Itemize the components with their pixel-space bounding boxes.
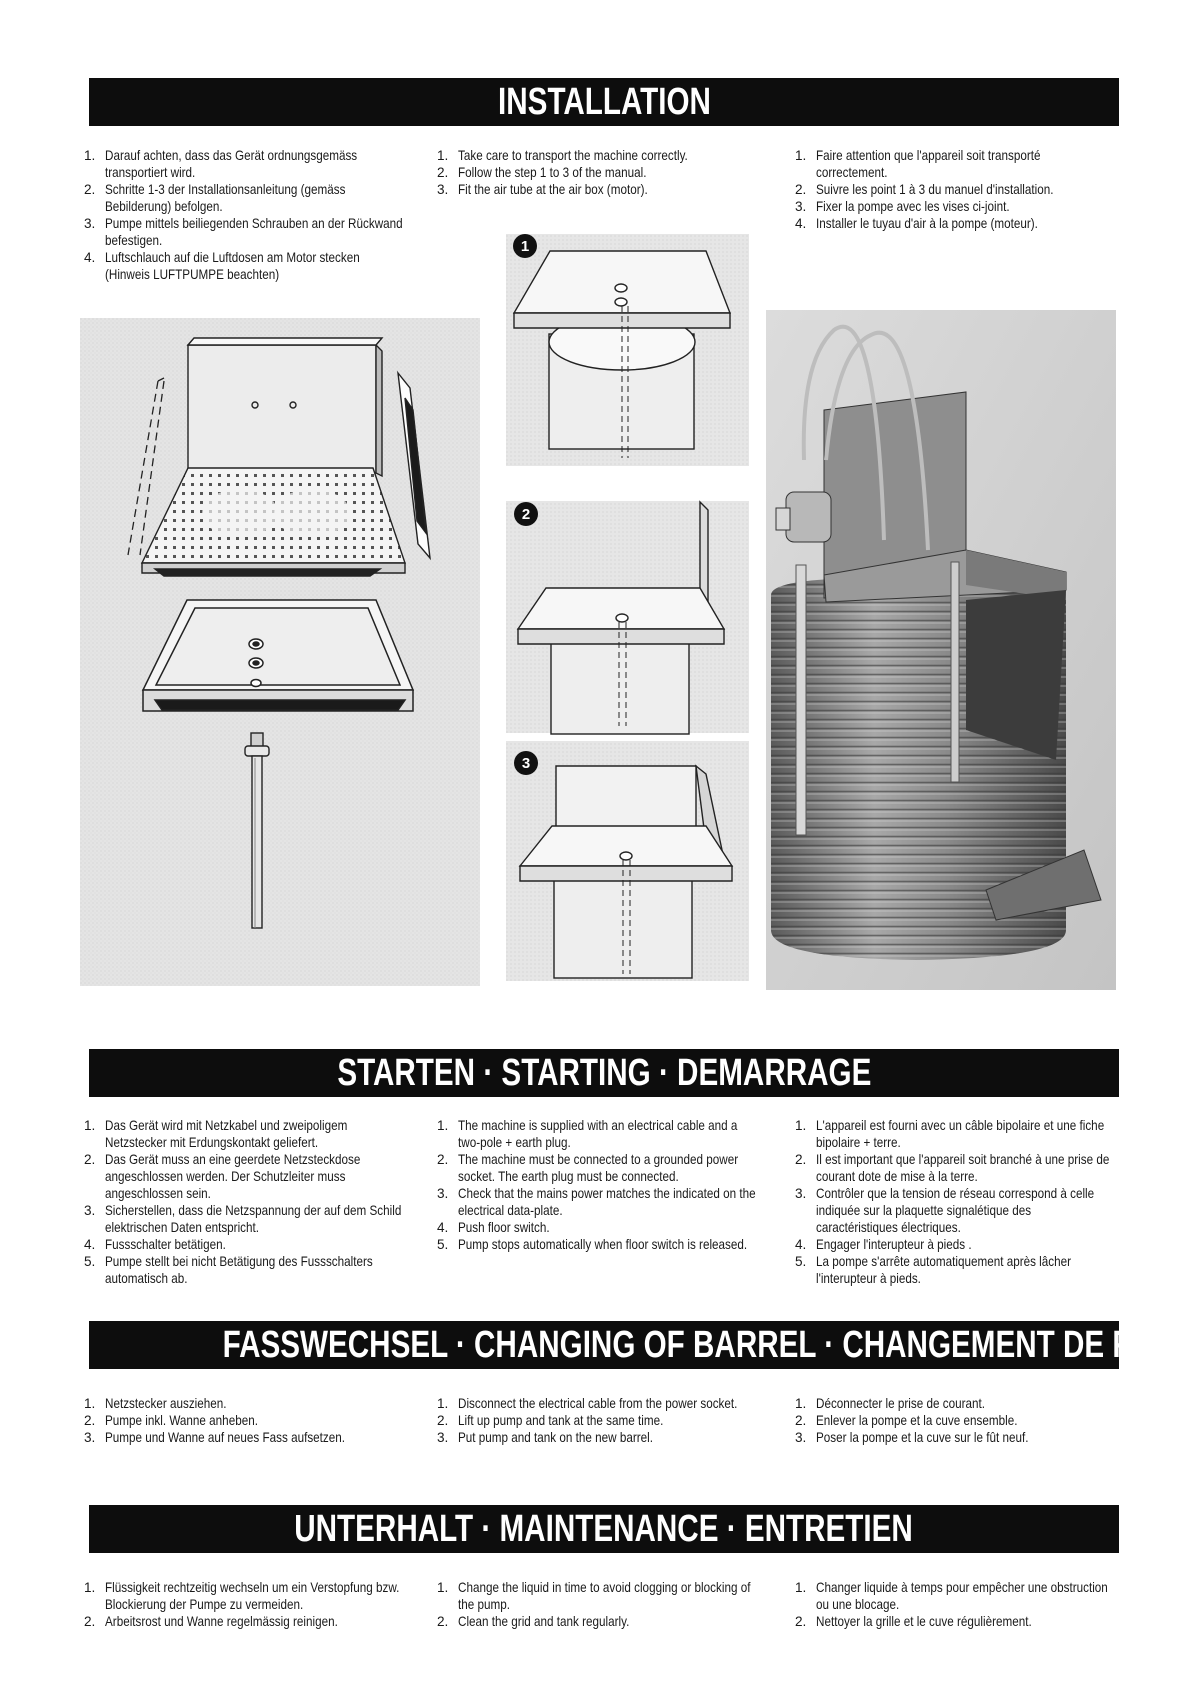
list-item: 2. Clean the grid and tank regularly. [437, 1614, 630, 1629]
list-item: 4. Push floor switch. [437, 1220, 550, 1235]
list-item: 2. Schritte 1-3 der Installationsanleitung (gemäss Bebilderung) befolgen. [84, 182, 346, 214]
maintenance-en-column [437, 1579, 757, 1630]
starting-fr-column [795, 1117, 1115, 1287]
starting-de-column [84, 1117, 404, 1287]
svg-text:1: 1 [520, 238, 530, 255]
maintenance-title: UNTERHALT · MAINTENANCE · ENTRETIEN [294, 1508, 914, 1550]
suction-pipe-right [951, 562, 959, 782]
list-item: 5. Pumpe stellt bei nicht Betätigung des Fussschalters automatisch ab. [84, 1254, 373, 1286]
section-header-starting [89, 1049, 1119, 1097]
list-item: 4. Fussschalter betätigen. [84, 1237, 226, 1252]
barrel-pump-photo [766, 310, 1116, 990]
list-item: 2. Enlever la pompe et la cuve ensemble. [795, 1413, 1018, 1428]
step-3-diagram [506, 741, 749, 981]
drip-tank [143, 600, 413, 711]
list-item: 1. Déconnecter le prise de courant. [795, 1396, 985, 1411]
list-item: 2. Il est important que l'appareil soit branché à une prise de courant dote de mise à la terre. [795, 1152, 1110, 1184]
list-item: 2. The machine must be connected to a grounded power socket. The earth plug must be connected. [437, 1152, 739, 1184]
list-item: 1. Flüssigkeit rechtzeitig wechseln um ein Verstopfung bzw. Blockierung der Pumpe zu vermeiden. [84, 1580, 400, 1612]
barrel-title: FASSWECHSEL · CHANGING OF BARREL · CHANGEMENT DE FUT [222, 1324, 1171, 1366]
step-3-badge [514, 751, 538, 775]
grid-grate [142, 468, 405, 576]
list-item: 3. Sicherstellen, dass die Netzspannung der auf dem Schild elektrischen Daten entspricht. [84, 1203, 402, 1235]
list-item: 3. Check that the mains power matches the indicated on the electrical data-plate. [437, 1186, 756, 1218]
list-item: 1. Netzstecker ausziehen. [84, 1396, 227, 1411]
list-item: 1. Faire attention que l'appareil soit transporté correctement. [795, 148, 1041, 180]
list-item: 4. Engager l'interupteur à pieds . [795, 1237, 972, 1252]
barrel-de-column [84, 1395, 404, 1446]
list-item: 2. Das Gerät muss an eine geerdete Netzsteckdose angeschlossen werden. Der Schutzleiter muss angeschlossen sein. [84, 1152, 361, 1201]
installation-title: INSTALLATION [497, 81, 711, 123]
barrel-en-column [437, 1395, 757, 1446]
list-item: 1. Take care to transport the machine correctly. [437, 148, 688, 163]
list-item: 1. Darauf achten, dass das Gerät ordnungsgemäss transportiert wird. [84, 148, 358, 180]
step-diagrams [506, 226, 749, 984]
step-2-diagram [506, 501, 749, 734]
section-header-maintenance [89, 1505, 1119, 1553]
step-2-badge [514, 502, 538, 526]
list-item: 4. Installer le tuyau d'air à la pompe (moteur). [795, 216, 1038, 231]
installation-en-column [437, 147, 747, 198]
list-item: 3. Fit the air tube at the air box (motor). [437, 182, 648, 197]
starting-en-column [437, 1117, 757, 1253]
maintenance-fr-column [795, 1579, 1115, 1630]
list-item: 1. Disconnect the electrical cable from the power socket. [437, 1396, 738, 1411]
maintenance-de-column [84, 1579, 404, 1630]
list-item: 5. Pump stops automatically when floor switch is released. [437, 1237, 748, 1252]
back-panel [188, 338, 382, 476]
list-item: 5. La pompe s'arrête automatiquement après lâcher l'interupteur à pieds. [795, 1254, 1072, 1286]
list-item: 1. Das Gerät wird mit Netzkabel und zweipoligem Netzstecker mit Erdungskontakt geliefert. [84, 1118, 348, 1150]
barrel-fr-column [795, 1395, 1115, 1446]
list-item: 2. Suivre les point 1 à 3 du manuel d'installation. [795, 182, 1054, 197]
installation-fr-column [795, 147, 1115, 232]
svg-text:3: 3 [521, 755, 531, 772]
list-item: 1. The machine is supplied with an electrical cable and a two-pole + earth plug. [437, 1118, 738, 1150]
list-item: 3. Contrôler que la tension de réseau correspond à celle indiquée sur la plaquette signalétique des caractéristiques électriques. [795, 1186, 1095, 1235]
step-1-badge [513, 234, 537, 258]
list-item: 4. Luftschlauch auf die Luftdosen am Motor stecken (Hinweis LUFTPUMPE beachten) [84, 250, 360, 282]
exploded-assembly-diagram [80, 318, 480, 986]
list-item: 1. Changer liquide à temps pour empêcher une obstruction ou une blocage. [795, 1580, 1108, 1612]
section-header-installation [89, 78, 1119, 126]
list-item: 3. Put pump and tank on the new barrel. [437, 1430, 653, 1445]
section-header-barrel [89, 1321, 1171, 1369]
list-item: 2. Pumpe inkl. Wanne anheben. [84, 1413, 258, 1428]
list-item: 3. Pumpe mittels beiliegenden Schrauben an der Rückwand befestigen. [84, 216, 403, 248]
list-item: 2. Follow the step 1 to 3 of the manual. [437, 165, 647, 180]
starting-title: STARTEN · STARTING · DEMARRAGE [336, 1052, 872, 1094]
step-1-diagram [506, 234, 749, 466]
list-item: 1. L'appareil est fourni avec un câble bipolaire et une fiche bipolaire + terre. [795, 1118, 1105, 1150]
list-item: 3. Pumpe und Wanne auf neues Fass aufsetzen. [84, 1430, 346, 1445]
list-item: 3. Fixer la pompe avec les vises ci-joint. [795, 199, 1010, 214]
list-item: 2. Nettoyer la grille et le cuve régulièrement. [795, 1614, 1032, 1629]
list-item: 2. Lift up pump and tank at the same time. [437, 1413, 664, 1428]
list-item: 1. Change the liquid in time to avoid clogging or blocking of the pump. [437, 1580, 751, 1612]
installation-de-column [84, 147, 404, 283]
svg-text:2: 2 [521, 506, 531, 523]
list-item: 3. Poser la pompe et la cuve sur le fût neuf. [795, 1430, 1029, 1445]
list-item: 2. Arbeitsrost und Wanne regelmässig reinigen. [84, 1614, 338, 1629]
suction-pipe-left [796, 565, 806, 835]
